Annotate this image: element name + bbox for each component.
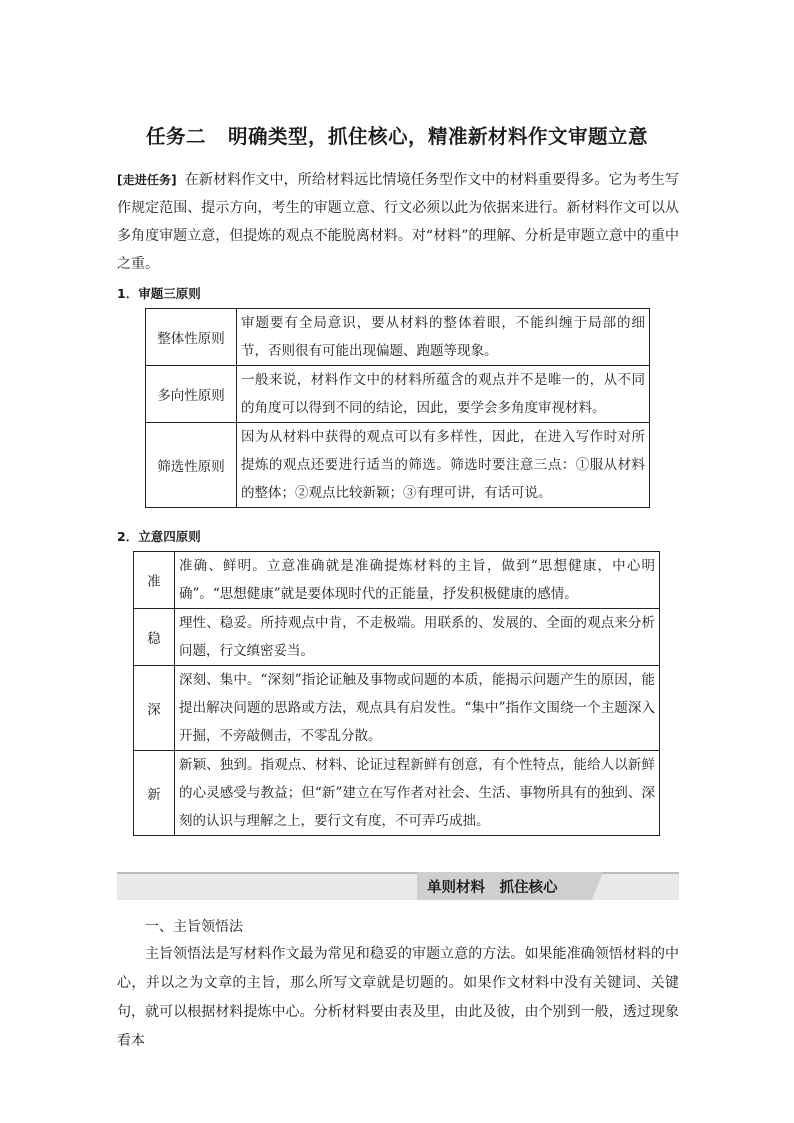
review-principles-table xyxy=(145,308,650,508)
principle-name: 筛选性原则 xyxy=(146,423,237,508)
principle-name: 多向性原则 xyxy=(146,366,237,423)
principle-desc: 审题要有全局意识，要从材料的整体着眼，不能纠缠于局部的细节，否则很有可能出现偏题、跑题等现象。 xyxy=(237,309,650,366)
section2-heading: 2．立意四原则 xyxy=(117,529,201,544)
method-heading: 一、主旨领悟法 xyxy=(145,919,243,935)
principle-desc: 深刻、集中。“深刻”指论证触及事物或问题的本质，能揭示问题产生的原因，能提出解决问题的思路或方法，观点具有启发性。“集中”指作文围绕一个主题深入开掘，不旁敲侧击，不零乱分散。 xyxy=(175,666,660,751)
principle-desc: 一般来说，材料作文中的材料所蕴含的观点并不是唯一的，从不同的角度可以得到不同的结论，因此，要学会多角度审视材料。 xyxy=(237,366,650,423)
principle-name: 稳 xyxy=(134,609,175,666)
theme-principles-table xyxy=(133,551,660,836)
method-paragraph: 主旨领悟法是写材料作文最为常见和稳妥的审题立意的方法。如果能准确领悟材料的中心，并以之为文章的主旨，那么所写文章就是切题的。如果作文材料中没有关键词、关键句，就可以根据材料提炼中心。分析材料要由表及里，由此及彼，由个别到一般，透过现象看本 xyxy=(117,946,679,1049)
table-row xyxy=(134,751,660,836)
principle-desc: 理性、稳妥。所持观点中肯，不走极端。用联系的、发展的、全面的观点来分析问题，行文缜密妥当。 xyxy=(175,609,660,666)
principle-desc: 因为从材料中获得的观点可以有多样性，因此，在进入写作时对所提炼的观点还要进行适当的筛选。筛选时要注意三点：①服从材料的整体；②观点比较新颖；③有理可讲，有话可说。 xyxy=(237,423,650,508)
section-banner xyxy=(117,872,679,900)
principle-name: 准 xyxy=(134,552,175,609)
principle-desc: 准确、鲜明。立意准确就是准确提炼材料的主旨，做到“思想健康，中心明确”。“思想健康”就是要体现时代的正能量，抒发积极健康的感情。 xyxy=(175,552,660,609)
principle-name: 深 xyxy=(134,666,175,751)
intro-paragraph xyxy=(117,166,679,278)
table-row xyxy=(146,366,650,423)
principle-name: 整体性原则 xyxy=(146,309,237,366)
table-row xyxy=(134,552,660,609)
table-row xyxy=(134,609,660,666)
intro-text: 在新材料作文中，所给材料远比情境任务型作文中的材料重要得多。它为考生写作规定范围、提示方向，考生的审题立意、行文必须以此为依据来进行。新材料作文可以从多角度审题立意，但提炼的观点不能脱离材料。对“材料”的理解、分析是审题立意中的重中之重。 xyxy=(117,172,679,272)
section1-heading: 1．审题三原则 xyxy=(117,286,201,301)
intro-tag: [走进任务] xyxy=(117,173,177,187)
title-text: 明确类型，抓住核心，精准新材料作文审题立意 xyxy=(228,125,649,148)
table-row xyxy=(134,666,660,751)
title-task-number: 任务二 xyxy=(145,125,206,148)
principle-desc: 新颖、独到。指观点、材料、论证过程新鲜有创意，有个性特点，能给人以新鲜的心灵感受与教益；但“新”建立在写作者对社会、生活、事物所具有的独到、深刻的认识与理解之上，要行文有度，不可弄巧成拙。 xyxy=(175,751,660,836)
banner-label: 单则材料 抓住核心 xyxy=(427,880,558,896)
page-title xyxy=(0,121,794,149)
table-row xyxy=(146,423,650,508)
principle-name: 新 xyxy=(134,751,175,836)
table-row xyxy=(146,309,650,366)
